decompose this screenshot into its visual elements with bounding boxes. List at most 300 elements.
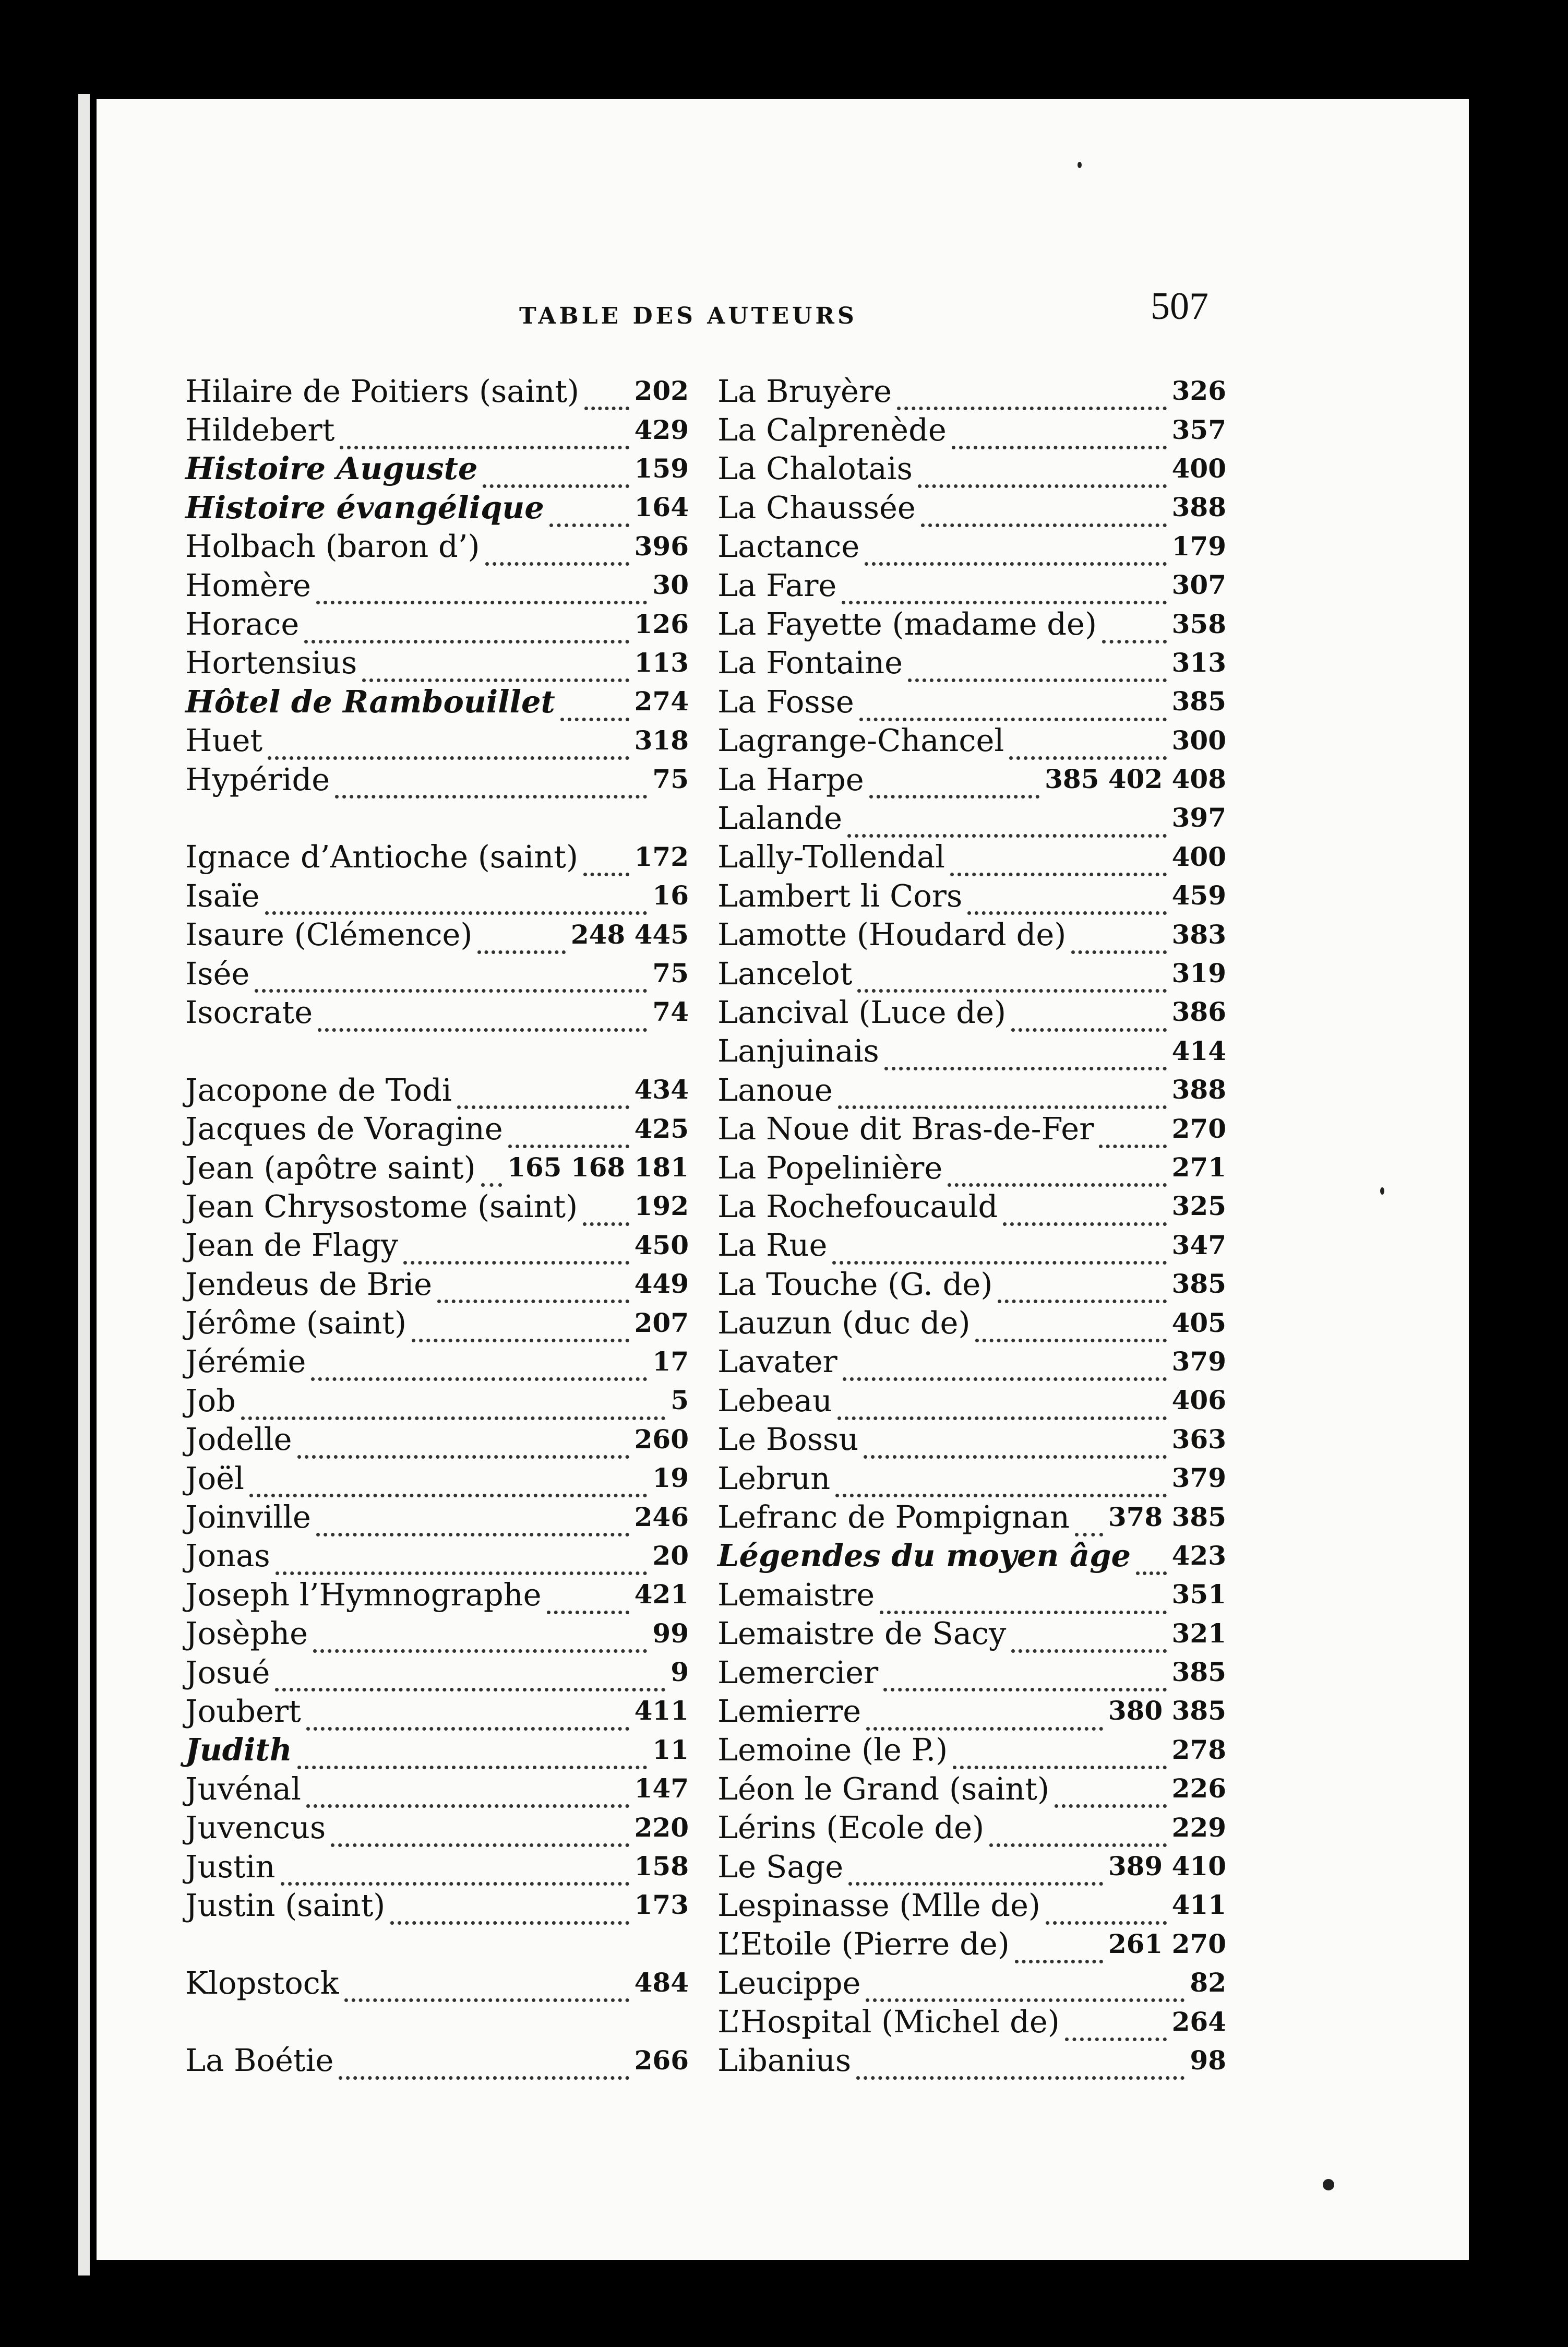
index-entry [185,1847,689,1886]
dot-leader [390,1908,629,1925]
entry-name: Leucippe [717,1964,861,2001]
dot-leader [953,1752,1166,1769]
entry-pages: 220 [634,1812,689,1843]
dot-leader [335,781,647,799]
index-entry [185,527,689,566]
entry-pages: 383 [1171,919,1226,950]
index-entry [185,915,689,954]
dot-leader [864,1441,1166,1459]
index-entry [717,1653,1226,1691]
entry-pages: 379 [1171,1462,1226,1494]
entry-pages: 192 [634,1190,689,1222]
dot-leader [306,1791,629,1808]
dot-leader [883,1674,1166,1691]
dot-leader [948,1170,1166,1187]
entry-pages: 300 [1171,724,1226,756]
index-entry [717,1769,1226,1808]
entry-name: Léon le Grand (saint) [717,1770,1050,1807]
dot-leader [1136,1558,1167,1575]
page-edge [78,94,90,2275]
entry-pages: 19 [652,1462,689,1494]
entry-pages: 411 [634,1695,689,1726]
dot-leader [485,549,629,566]
entry-pages: 172 [634,841,689,872]
dot-leader [847,820,1167,838]
entry-pages: 74 [652,996,689,1028]
index-entry [185,1769,689,1808]
index-entry [185,1303,689,1342]
dot-leader [255,975,647,993]
entry-name: Isée [185,955,250,992]
scan-speck [1078,162,1082,168]
index-entry [185,1070,689,1109]
index-entry [185,1536,689,1575]
entry-name: Joël [185,1460,244,1496]
dot-leader [412,1325,629,1342]
dot-leader [304,626,629,644]
entry-name: La Fayette (madame de) [717,606,1097,642]
running-head: TABLE DES AUTEURS [519,303,857,329]
index-entry [717,604,1226,643]
entry-pages: 173 [634,1889,689,1921]
entry-pages: 147 [634,1773,689,1804]
dot-leader [306,1713,629,1731]
dot-leader [547,1597,629,1614]
entry-name: Judith [185,1732,292,1768]
entry-pages: 449 [634,1268,689,1300]
entry-pages: 164 [634,492,689,523]
entry-pages: 226 [1171,1773,1226,1804]
dot-leader [584,393,629,410]
entry-name: Hypéride [185,761,330,797]
entry-pages: 17 [652,1345,689,1377]
dot-leader [952,432,1167,449]
entry-name: Josué [185,1654,270,1690]
entry-name: Juvencus [185,1809,326,1846]
index-entry [717,1808,1226,1846]
entry-pages: 30 [652,569,689,601]
index-entry [717,488,1226,527]
dot-leader [1075,1519,1103,1536]
dot-leader [1009,743,1166,760]
entry-name: Justin [185,1848,276,1885]
entry-name: Juvénal [185,1770,301,1807]
entry-pages: 271 [1171,1152,1226,1183]
dot-leader [848,1868,1103,1886]
index-entry [185,876,689,915]
entry-pages: 207 [634,1307,689,1338]
dot-leader [842,587,1166,604]
entry-pages: 347 [1171,1229,1226,1260]
index-entry [717,760,1226,799]
entry-pages: 411 [1171,1889,1226,1921]
dot-leader [908,665,1167,682]
entry-name: La Popelinière [717,1149,943,1186]
entry-name: Lebrun [717,1460,831,1496]
dot-leader [362,665,629,682]
entry-pages: 264 [1171,2006,1226,2037]
index-entry [717,682,1226,721]
index-entry [717,1614,1226,1653]
entry-name: Lanoue [717,1071,833,1108]
entry-name: Jacopone de Todi [185,1071,452,1108]
entry-pages: 358 [1171,608,1226,639]
index-entry [185,604,689,643]
entry-pages: 313 [1171,647,1226,678]
entry-name: Histoire Auguste [185,450,478,487]
entry-pages: 388 [1171,492,1226,523]
entry-name: Libanius [717,2042,852,2079]
index-entry [185,644,689,682]
index-entry [717,2002,1226,2041]
dot-leader [241,1403,665,1420]
entry-name: Lavater [717,1343,837,1380]
entry-name: Lagrange-Chancel [717,722,1004,759]
dot-leader [835,1480,1167,1497]
index-entry [185,721,689,760]
entry-name: Jean (apôtre saint) [185,1149,476,1186]
entry-pages: 202 [634,375,689,407]
index-entry [185,1109,689,1148]
entry-pages: 484 [634,1967,689,1998]
index-entry [185,1148,689,1187]
entry-name: Lamotte (Houdard de) [717,916,1067,953]
dot-leader [897,393,1167,410]
entry-pages: 5 [671,1385,689,1416]
entry-name: Hortensius [185,645,357,681]
entry-pages: 75 [652,764,689,795]
dot-leader [1015,1946,1103,1963]
index-spacer [185,1925,689,1963]
entry-name: Jacques de Voragine [185,1111,503,1147]
entry-pages: 388 [1171,1074,1226,1105]
entry-name: La Fare [717,567,837,603]
index-entry [185,1963,689,2002]
index-entry [185,410,689,449]
index-entry [185,760,689,799]
entry-pages: 126 [634,608,689,639]
dot-leader [403,1247,629,1265]
entry-pages: 307 [1171,569,1226,601]
entry-name: Huet [185,722,263,759]
dot-leader [967,898,1166,915]
entry-pages: 75 [652,958,689,989]
index-entry [717,721,1226,760]
entry-pages: 378 385 [1108,1501,1226,1532]
entry-name: La Fontaine [717,645,903,681]
dot-leader [316,587,647,604]
index-entry [185,1187,689,1225]
index-entry [717,1497,1226,1536]
dot-leader [265,898,648,915]
index-entry [717,954,1226,993]
index-entry [717,566,1226,604]
dot-leader [344,1985,629,2002]
index-entry [717,838,1226,876]
entry-pages: 229 [1171,1812,1226,1843]
dot-leader [275,1674,665,1691]
index-entry [185,566,689,604]
dot-leader [483,471,629,488]
entry-name: La Rochefoucauld [717,1188,998,1224]
dot-leader [865,549,1166,566]
dot-leader [549,510,629,527]
index-entry [717,1575,1226,1614]
entry-pages: 261 270 [1108,1928,1226,1959]
dot-leader [856,2063,1184,2080]
entry-name: Lemoine (le P.) [717,1732,948,1768]
entry-name: Jérôme (saint) [185,1305,406,1341]
entry-name: Job [185,1382,236,1419]
entry-name: Joseph l’Hymnographe [185,1576,542,1613]
entry-name: La Rue [717,1227,828,1264]
entry-name: Lemierre [717,1693,861,1729]
index-entry [717,1420,1226,1459]
entry-pages: 385 402 408 [1045,764,1226,795]
dot-leader [508,1131,629,1148]
entry-pages: 386 [1171,996,1226,1028]
dot-leader [1065,2024,1167,2041]
entry-name: Lanjuinais [717,1033,879,1069]
index-entry [717,410,1226,449]
entry-name: Lérins (Ecole de) [717,1809,985,1846]
dot-leader [859,704,1167,721]
index-spacer [185,799,689,837]
entry-pages: 20 [652,1540,689,1571]
entry-name: Jendeus de Brie [185,1266,433,1302]
index-entry [185,1420,689,1459]
entry-name: Ignace d’Antioche (saint) [185,839,578,875]
entry-pages: 319 [1171,958,1226,989]
dot-leader [313,1636,647,1653]
dot-leader [560,704,629,721]
dot-leader [340,432,629,449]
entry-pages: 9 [671,1657,689,1688]
entry-name: Homère [185,567,311,603]
entry-name: Klopstock [185,1964,339,2001]
entry-name: Josèphe [185,1615,308,1652]
entry-name: Isaure (Clémence) [185,916,473,953]
entry-name: Jodelle [185,1421,292,1458]
entry-name: Lancival (Luce de) [717,994,1007,1030]
index-entry [717,799,1226,837]
entry-pages: 248 445 [570,919,689,950]
entry-name: Justin (saint) [185,1887,386,1923]
entry-pages: 11 [652,1734,689,1765]
entry-name: Lactance [717,528,860,565]
index-entry [185,1575,689,1614]
entry-pages: 318 [634,724,689,756]
dot-leader [316,1519,629,1536]
entry-name: Lebeau [717,1382,832,1419]
dot-leader [1071,937,1166,954]
index-entry [185,1265,689,1303]
index-entry [185,1226,689,1265]
entry-pages: 385 [1171,1268,1226,1300]
entry-pages: 396 [634,530,689,562]
entry-name: Lespinasse (Mlle de) [717,1887,1040,1923]
entry-name: Holbach (baron d’) [185,528,480,565]
entry-name: L’Etoile (Pierre de) [717,1926,1010,1962]
entry-name: Lefranc de Pompignan [717,1499,1070,1535]
index-entry [185,372,689,410]
index-entry [717,1459,1226,1497]
entry-pages: 380 385 [1108,1695,1226,1726]
entry-name: Jérémie [185,1343,306,1380]
dot-leader [1003,1209,1166,1226]
index-entry [717,1070,1226,1109]
entry-name: Isocrate [185,994,313,1030]
index-entry [717,876,1226,915]
entry-pages: 385 [1171,1657,1226,1688]
index-entry [717,1342,1226,1381]
entry-name: La Touche (G. de) [717,1266,993,1302]
index-entry [717,1265,1226,1303]
index-entry [185,1808,689,1846]
index-entry [185,1886,689,1924]
index-entry [185,1691,689,1730]
entry-name: La Noue dit Bras-de-Fer [717,1111,1094,1147]
index-entry [185,1459,689,1497]
entry-name: Lancelot [717,955,853,992]
entry-pages: 266 [634,2044,689,2076]
entry-name: Hôtel de Rambouillet [185,683,555,720]
index-entry [185,838,689,876]
dot-leader [281,1868,629,1886]
entry-pages: 321 [1171,1617,1226,1649]
entry-pages: 400 [1171,452,1226,484]
index-column-left [185,372,689,2080]
entry-name: La Harpe [717,761,864,797]
dot-leader [1099,1131,1166,1148]
dot-leader [583,859,629,876]
index-spacer [185,2002,689,2041]
dot-leader [339,2063,629,2080]
index-entry [717,1925,1226,1963]
entry-pages: 270 [1171,1113,1226,1144]
index-entry [717,1148,1226,1187]
scan-speck [1323,2179,1334,2190]
entry-name: Le Bossu [717,1421,859,1458]
index-entry [717,915,1226,954]
dot-leader [857,975,1166,993]
entry-name: Jean Chrysostome (saint) [185,1188,578,1224]
index-entry [185,488,689,527]
entry-name: La Chaussée [717,489,916,526]
dot-leader [869,781,1039,799]
entry-pages: 278 [1171,1734,1226,1765]
entry-name: L’Hospital (Michel de) [717,2004,1060,2040]
index-entry [717,1963,1226,2002]
entry-name: Joinville [185,1499,311,1535]
dot-leader [989,1830,1167,1847]
entry-name: Lauzun (duc de) [717,1305,971,1341]
index-entry [717,372,1226,410]
index-entry [717,1847,1226,1886]
index-entry [185,1497,689,1536]
dot-leader [837,1403,1167,1420]
entry-name: Légendes du moyen âge [717,1538,1131,1574]
index-entry [717,1886,1226,1924]
entry-pages: 165 168 181 [507,1152,689,1183]
entry-pages: 425 [634,1113,689,1144]
entry-pages: 363 [1171,1423,1226,1455]
entry-name: Isaïe [185,877,260,914]
entry-pages: 179 [1171,530,1226,562]
entry-pages: 16 [652,880,689,911]
entry-name: Jonas [185,1538,270,1574]
index-entry [717,1032,1226,1070]
dot-leader [249,1480,647,1497]
scan-speck [1380,1187,1384,1195]
entry-pages: 379 [1171,1345,1226,1377]
entry-pages: 423 [1171,1540,1226,1571]
dot-leader [975,1325,1166,1342]
dot-leader [1011,1015,1167,1032]
entry-name: Hildebert [185,412,335,448]
entry-pages: 99 [652,1617,689,1649]
dot-leader [918,471,1167,488]
entry-pages: 406 [1171,1385,1226,1416]
entry-name: La Chalotais [717,450,913,487]
entry-name: La Bruyère [717,373,892,409]
entry-pages: 326 [1171,375,1226,407]
index-entry [717,1187,1226,1225]
index-spacer [185,1032,689,1070]
entry-name: Hilaire de Poitiers (saint) [185,373,580,409]
dot-leader [297,1752,648,1769]
index-entry [185,2041,689,2080]
entry-pages: 113 [634,647,689,678]
index-entry [717,1731,1226,1769]
dot-leader [268,743,629,760]
dot-leader [880,1597,1166,1614]
entry-pages: 421 [634,1579,689,1610]
entry-pages: 397 [1171,802,1226,833]
index-entry [717,1109,1226,1148]
dot-leader [583,1209,629,1226]
index-entry [717,2041,1226,2080]
index-entry [717,1536,1226,1575]
entry-pages: 82 [1190,1967,1226,1998]
entry-pages: 159 [634,452,689,484]
entry-name: Histoire évangélique [185,489,544,526]
index-entry [185,1381,689,1420]
entry-pages: 246 [634,1501,689,1532]
entry-name: Le Sage [717,1848,844,1885]
dot-leader [457,1092,629,1109]
index-entry [185,954,689,993]
dot-leader [838,1092,1167,1109]
dot-leader [843,1364,1167,1381]
index-entry [717,1381,1226,1420]
index-entry [717,1226,1226,1265]
index-column-right [717,372,1226,2080]
dot-leader [832,1247,1166,1265]
dot-leader [950,859,1167,876]
dot-leader [477,937,565,954]
entry-name: Horace [185,606,300,642]
index-entry [185,1342,689,1381]
dot-leader [1011,1636,1166,1653]
dot-leader [921,510,1167,527]
entry-name: La Fosse [717,683,854,720]
entry-pages: 274 [634,686,689,717]
entry-pages: 400 [1171,841,1226,872]
dot-leader [437,1286,629,1303]
entry-name: La Boétie [185,2042,334,2079]
entry-name: Joubert [185,1693,301,1729]
